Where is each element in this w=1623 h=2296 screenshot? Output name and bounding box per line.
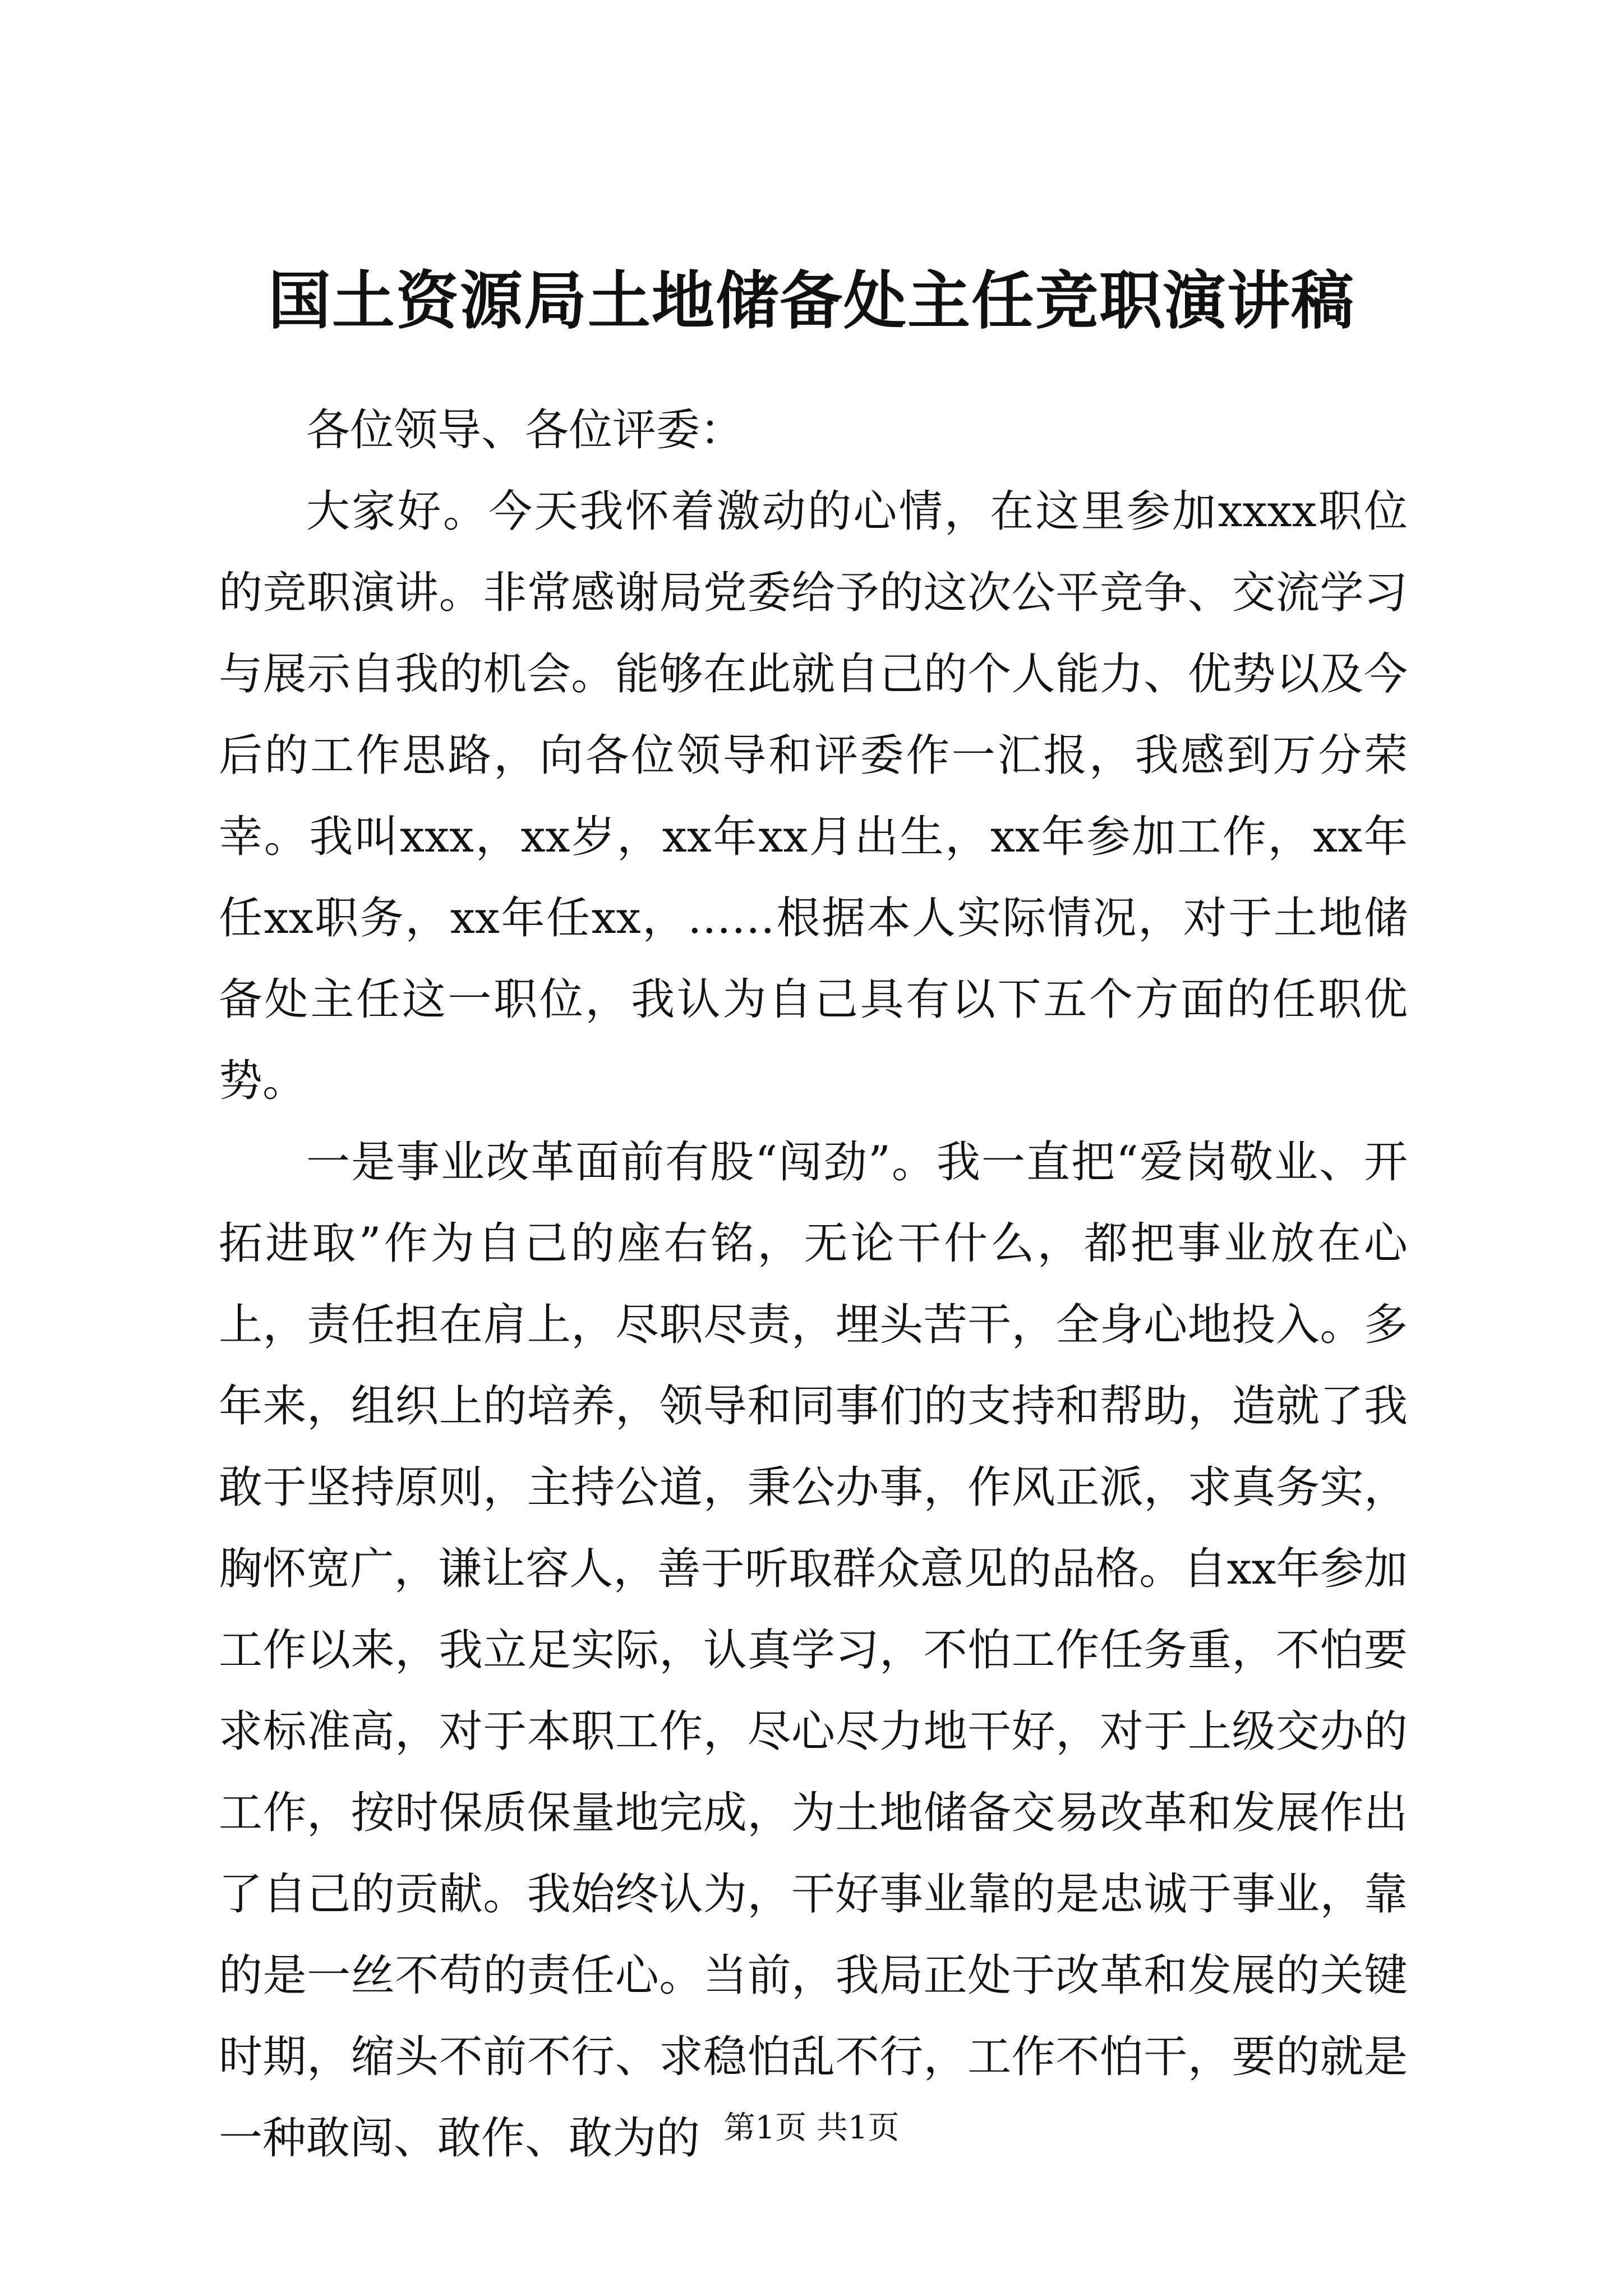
salutation-paragraph: 各位领导、各位评委： [306, 405, 744, 455]
intro-paragraph: 大家好。今天我怀着激动的心情，在这里参加xxxx职位的竞职演讲。非常感谢局党委给予的这次公平竞争、交流学习与展示自我的机会。能够在此就自己的个人能力、优势以及今后的工作思路，向各位领导和评委作一汇报，我感到万分荣幸。我叫xxx，xx岁，xx年xx月出生，xx年参加工作，xx年任xx职务，xx年任xx，……根据本人实际情况，对于土地储备处主任这一职位，我认为自己具有以下五个方面的任职优势。 [219, 486, 1408, 1106]
document-body [219, 390, 1408, 2179]
document-title: 国土资源局土地储备处主任竞职演讲稿 [268, 264, 1355, 338]
page-footer: 第1页 共1页 [723, 2110, 900, 2146]
advantage-one-paragraph: 一是事业改革面前有股“闯劲”。我一直把“爱岗敬业、开拓进取”作为自己的座右铭，无论干什么，都把事业放在心上，责任担在肩上，尽职尽责，埋头苦干，全身心地投入。多年来，组织上的培养，领导和同事们的支持和帮助，造就了我敢于坚持原则，主持公道，秉公办事，作风正派，求真务实，胸怀宽广，谦让容人，善于听取群众意见的品格。自xx年参加工作以来，我立足实际，认真学习，不怕工作任务重，不怕要求标准高，对于本职工作，尽心尽力地干好，对于上级交办的工作，按时保质保量地完成，为土地储备交易改革和发展作出了自己的贡献。我始终认为，干好事业靠的是忠诚于事业，靠的是一丝不苟的责任心。当前，我局正处于改革和发展的关键时期，缩头不前不行、求稳怕乱不行，工作不怕干，要的就是一种敢闯、敢作、敢为的 [219, 1137, 1408, 2164]
